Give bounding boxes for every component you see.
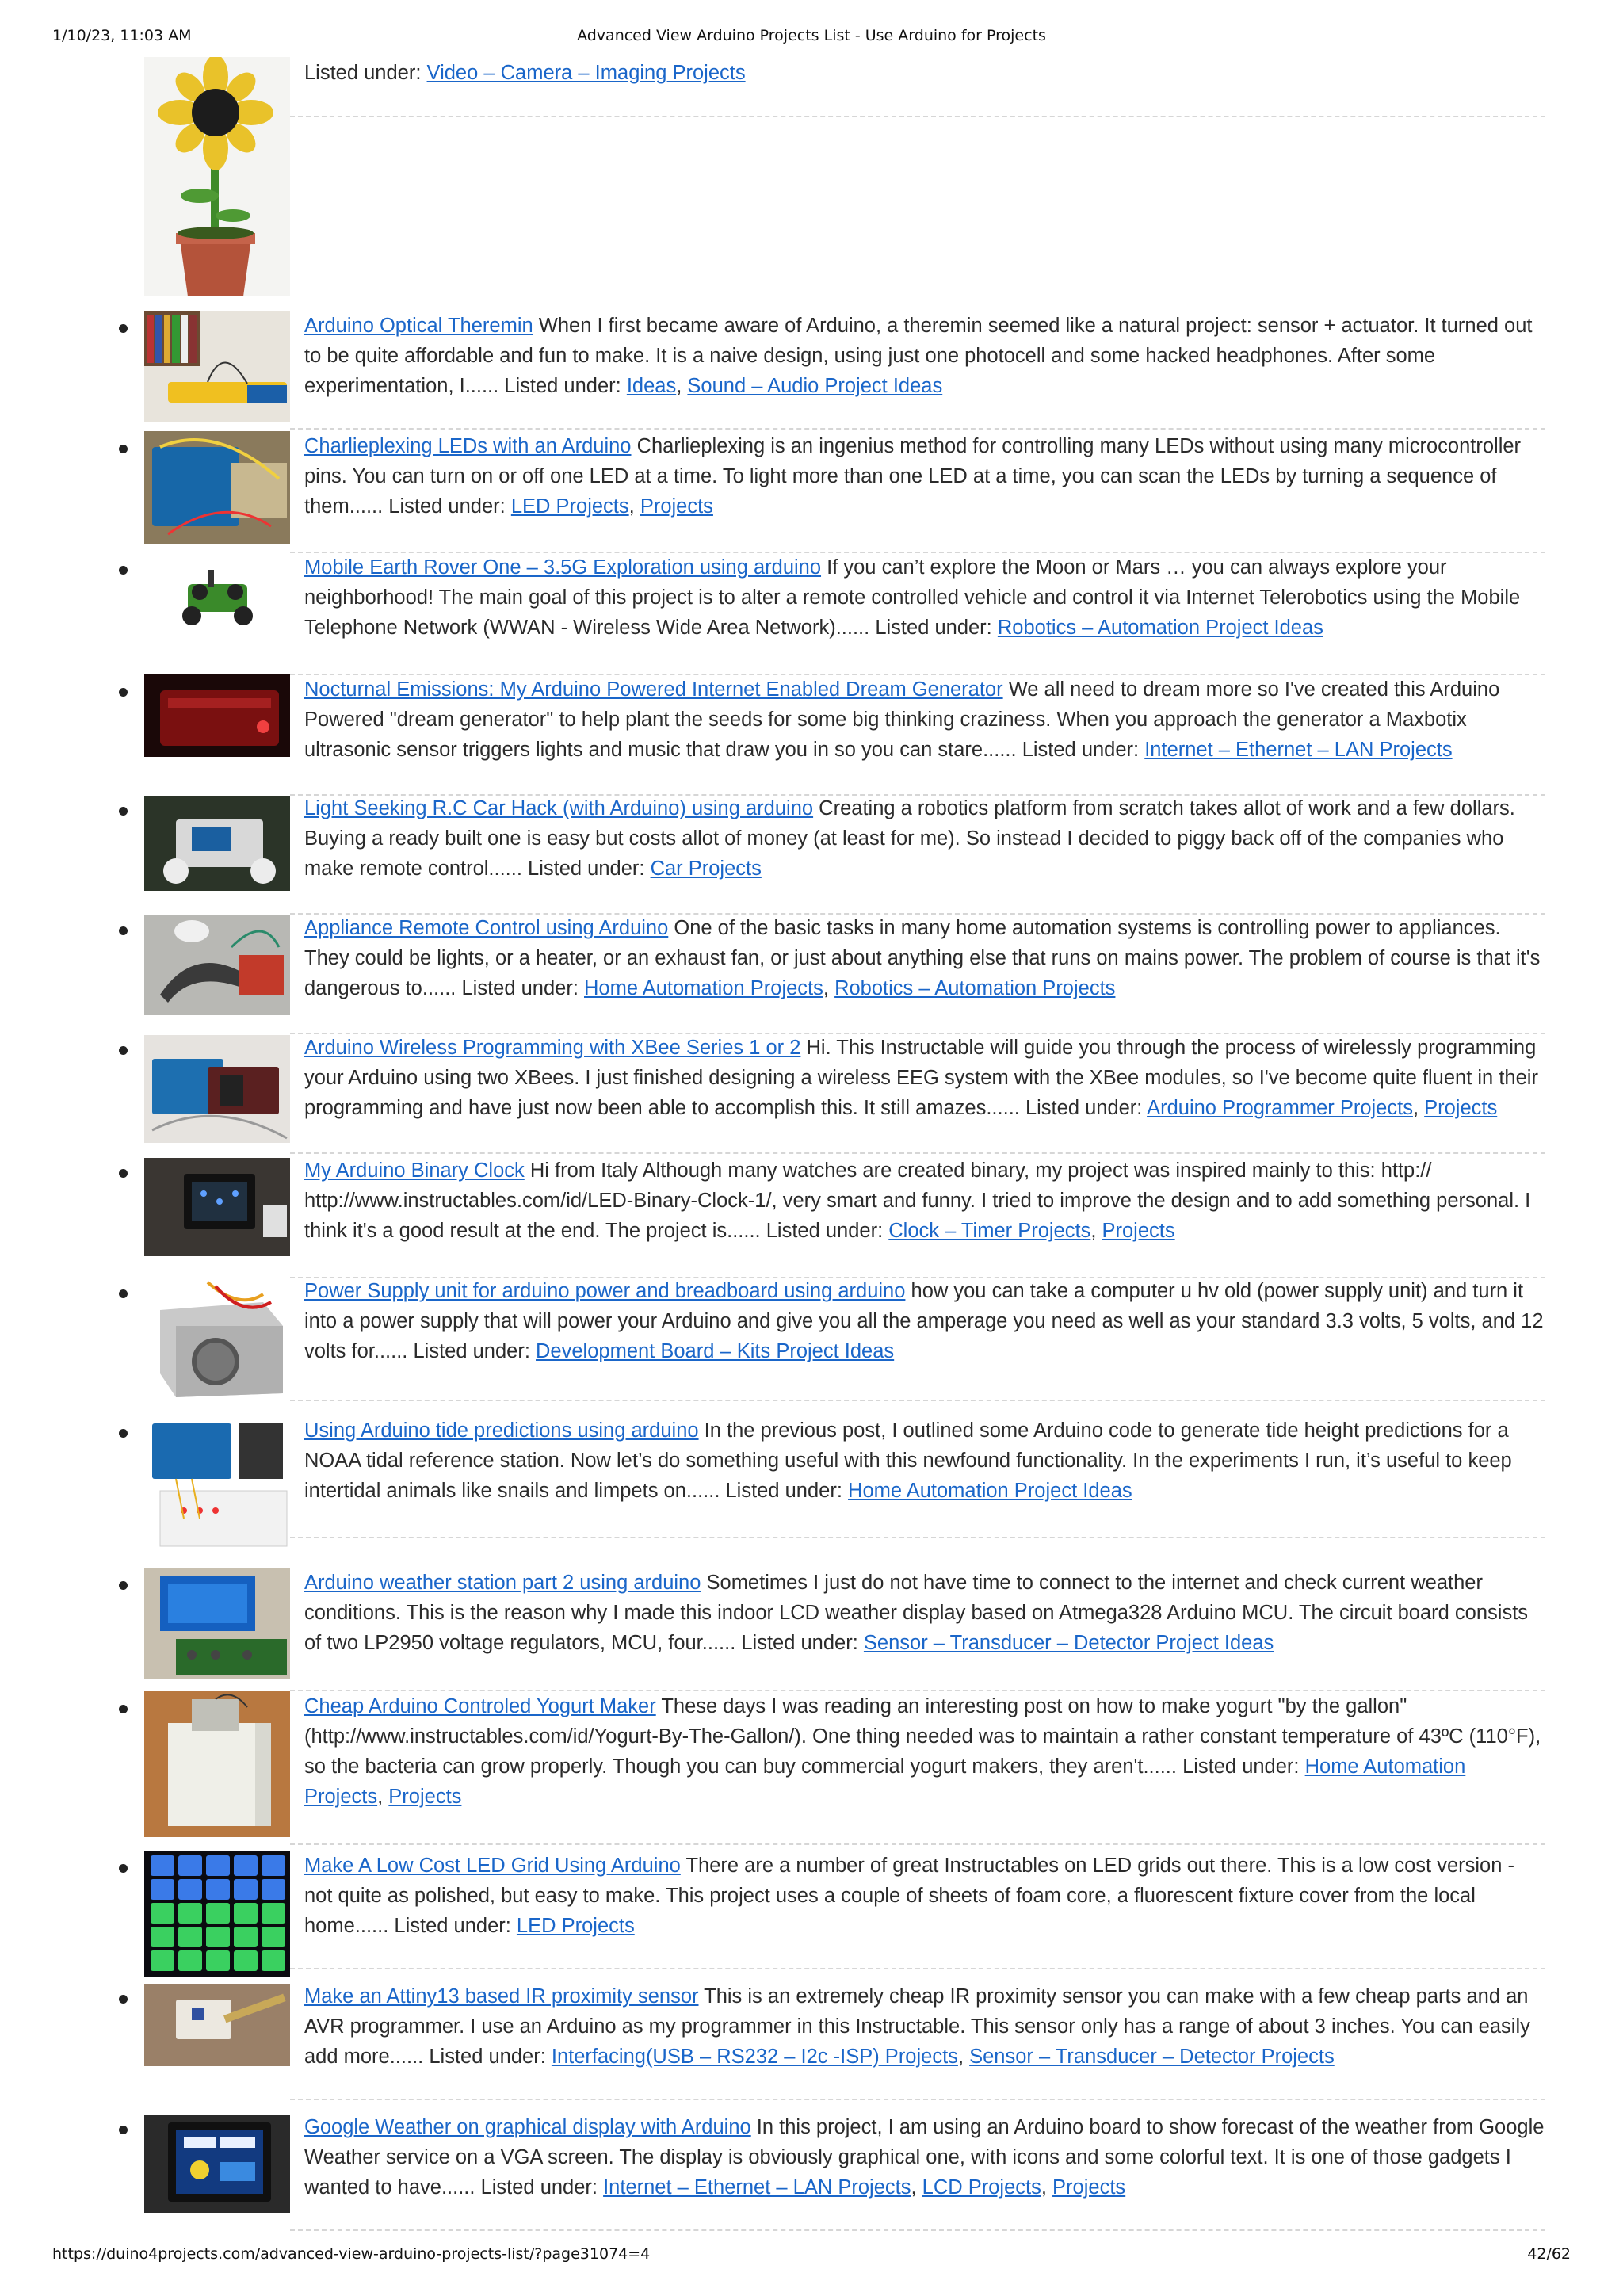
project-title-link[interactable]: Light Seeking R.C Car Hack (with Arduino) using arduino (304, 797, 814, 819)
item-text (304, 1276, 1545, 1366)
listed-under-label: Listed under: (528, 858, 645, 880)
list-bullet (119, 1429, 128, 1438)
project-thumbnail[interactable] (144, 1691, 290, 1837)
list-bullet (119, 1169, 128, 1178)
led-cell (151, 1855, 174, 1876)
project-thumbnail[interactable] (144, 2115, 290, 2213)
project-title-link[interactable]: Arduino Wireless Programming with XBee Series 1 or 2 (304, 1037, 801, 1059)
item-text (304, 793, 1545, 884)
project-thumbnail[interactable] (144, 1415, 290, 1550)
led-cell (206, 1927, 230, 1947)
listed-under-label: Listed under: (394, 1915, 511, 1937)
item-text: Cheap Arduino Controled Yogurt Maker These days I was reading an interesting post on how to make yogurt "by the gallon" (http://www.instructables.com/id/Yogurt-By-The-Gallon/). One thing needed was to maintain a rather constant temperature of 43ºC (110°F), so the bacteria can grow properly. Though you can buy commercial yogurt makers, they aren't...... Listed under: Home Automation Projects, Projects (304, 1695, 1541, 1808)
project-title-link[interactable]: My Arduino Binary Clock (304, 1159, 525, 1182)
led-cell (206, 1903, 230, 1924)
project-thumbnail[interactable] (144, 796, 290, 891)
list-bullet (119, 1046, 128, 1055)
led-cell (262, 1950, 285, 1971)
led-cell (206, 1950, 230, 1971)
tag-link[interactable]: Sound – Audio Project Ideas (687, 375, 943, 397)
list-bullet (119, 1289, 128, 1298)
tag-link[interactable]: Internet – Ethernet – LAN Projects (603, 2176, 911, 2199)
led-cell (178, 1879, 202, 1900)
led-cell (178, 1855, 202, 1876)
listed-under-label: Listed under: (1022, 739, 1140, 761)
led-cell (262, 1903, 285, 1924)
project-thumbnail[interactable] (144, 915, 290, 1015)
project-description: This is an extremely cheap IR proximity sensor you can make with a few cheap parts and an AVR programmer. I use an Arduino as my programmer in this Instructable. This sensor only has a range of about 3 inches. You can easily add more...... (304, 1985, 1530, 2068)
project-thumbnail[interactable] (144, 1851, 290, 1977)
list-item (0, 431, 1623, 552)
project-description: Sometimes I just do not have time to connect to the internet and check current weather conditions. This is the reason why I made this indoor LCD weather display based on Atmega328 Arduino MCU. The circuit board consists of two LP2950 voltage regulators, MCU, four...... (304, 1572, 1529, 1654)
item-separator (290, 1537, 1545, 1538)
project-description: In the previous post, I outlined some Arduino code to generate tide height predictions for a NOAA tidal reference station. Now let’s do something useful with this newfound functionality. In the experiments I run, it’s useful to keep intertidal animals like snails and limpets on...... (304, 1419, 1512, 1502)
led-cell (206, 1879, 230, 1900)
tag-link[interactable]: Clock – Timer Projects (888, 1220, 1091, 1242)
list-item (0, 1415, 1623, 1554)
led-cell (234, 1879, 258, 1900)
item-text: Google Weather on graphical display with Arduino In this project, I am using an Arduino board to show forecast of the weather from Google Weather service on a VGA screen. The display is obviously graphical one, with icons and some colorful text. It is one of those gadgets I wanted to have...... Listed under: Internet – Ethernet – LAN Projects, LCD Projects, Projects (304, 2116, 1545, 2199)
list-bullet (119, 1581, 128, 1590)
tag-link[interactable]: Development Board – Kits Project Ideas (536, 1340, 895, 1362)
item-text (304, 1415, 1545, 1506)
project-description: One of the basic tasks in many home automation systems is controlling power to appliances. They could be lights, or a heater, or an exhaust fan, or just about anything else that runs on mains power. The problem of course is that it's dangerous to...... (304, 917, 1541, 999)
project-thumbnail[interactable] (144, 311, 290, 422)
list-bullet (119, 2126, 128, 2134)
project-thumbnail-sunflower[interactable] (144, 57, 290, 296)
listed-under-label: Listed under: (304, 62, 422, 84)
project-title-link[interactable]: Power Supply unit for arduino power and breadboard using arduino (304, 1280, 906, 1302)
led-cell (206, 1855, 230, 1876)
listed-under-label: Listed under: (413, 1340, 530, 1362)
listed-under-label: Listed under: (1025, 1097, 1143, 1119)
project-description: In this project, I am using an Arduino board to show forecast of the weather from Google Weather service on a VGA screen. The display is obviously graphical one, with icons and some colorful text. It is one of those gadgets I wanted to have...... (304, 2116, 1545, 2199)
project-title-link[interactable]: Arduino weather station part 2 using arduino (304, 1572, 701, 1594)
item-text: Charlieplexing LEDs with an Arduino Charlieplexing is an ingenius method for controlling many LEDs without using many microcontroller pins. You can turn on or off one LED at a time. To light more than one LED at a time, you can scan the LEDs by turning a sequence of them...... Listed under: LED Projects, Projects (304, 435, 1522, 518)
item-separator (290, 2099, 1545, 2100)
project-description: If you can’t explore the Moon or Mars … you can always explore your neighborhood! The main goal of this project is to alter a remote controlled vehicle and control it via Internet Telerobotics using the Mobile Telephone Network (WWAN - Wireless Wide Area Network)...... (304, 556, 1521, 639)
tag-link[interactable]: LED Projects (510, 495, 629, 518)
list-item (0, 1033, 1623, 1156)
tag-link[interactable]: Sensor – Transducer – Detector Project Ideas (863, 1632, 1274, 1654)
tag-link[interactable]: Projects (1052, 2176, 1126, 2199)
list-item (0, 674, 1623, 793)
project-title-link[interactable]: Mobile Earth Rover One – 3.5G Exploration using arduino (304, 556, 822, 579)
tag-link[interactable]: Robotics – Automation Projects (834, 977, 1116, 999)
item-text: Arduino Optical Theremin When I first became aware of Arduino, a theremin seemed like a natural project: sensor + actuator. It turned out to be quite affordable and fun to make. It is a naive design, using just one photocell and some hacked headphones. After some experimentation, I...... Listed under: Ideas, Sound – Audio Project Ideas (304, 315, 1533, 397)
tag-link[interactable]: Arduino Programmer Projects (1147, 1097, 1413, 1119)
listed-under-label: Listed under: (504, 375, 621, 397)
led-cell (234, 1950, 258, 1971)
item-text: Make an Attiny13 based IR proximity sensor This is an extremely cheap IR proximity sensor you can make with a few cheap parts and an AVR programmer. I use an Arduino as my programmer in this Instructable. This sensor only has a range of about 3 inches. You can easily add more...... Listed under: Interfacing(USB – RS232 – I2c -ISP) Projects, Sensor – Transducer – Detector Projects (304, 1985, 1530, 2068)
list-item (0, 913, 1623, 1032)
project-description: We all need to dream more so I've created this Arduino Powered "dream generator" to help plant the seeds for some big thinking craziness. When you approach the generator a Maxbotix ultrasonic sensor triggers lights and music that draw you in so you can stare...... (304, 678, 1500, 761)
project-title-link[interactable]: Cheap Arduino Controled Yogurt Maker (304, 1695, 656, 1717)
item-separator (290, 428, 1545, 430)
list-item (0, 311, 1623, 430)
listed-under-label: Listed under: (766, 1220, 884, 1242)
list-bullet (119, 688, 128, 697)
listed-under-label: Listed under: (388, 495, 506, 518)
listed-under-label: Listed under: (1182, 1755, 1300, 1778)
led-cell (178, 1950, 202, 1971)
list-bullet (119, 324, 128, 333)
item-separator (290, 1152, 1545, 1154)
tag-link[interactable]: Projects (1102, 1220, 1175, 1242)
led-cell (151, 1903, 174, 1924)
project-description: Hi. This Instructable will guide you through the process of wirelessly programming your Arduino using two XBees. I just finished designing a wireless EEG system with the XBee modules, so I've become quite fluent in their programming and have just now been able to accomplish this. It still amazes...... (304, 1037, 1538, 1119)
tag-link[interactable]: Interfacing(USB – RS232 – I2c -ISP) Projects (551, 2046, 958, 2068)
led-grid-image (144, 1851, 290, 1977)
tag-link[interactable]: Projects (1424, 1097, 1498, 1119)
listed-under-label: Listed under: (741, 1632, 858, 1654)
tag-link[interactable]: Robotics – Automation Project Ideas (997, 617, 1323, 639)
project-description: Creating a robotics platform from scratch takes allot of work and a few dollars. Buying a ready built one is easy but costs allot of money (at least for me). So instead I decided to piggy back off of the companies who make remote control...... (304, 797, 1515, 880)
led-cell (234, 1927, 258, 1947)
item-text: Appliance Remote Control using Arduino One of the basic tasks in many home automation systems is controlling power to appliances. They could be lights, or a heater, or an exhaust fan, or just about anything else that runs on mains power. The problem of course is that it's dangerous to...... Listed under: Home Automation Projects, Robotics – Automation Projects (304, 917, 1541, 999)
list-item (0, 1276, 1623, 1399)
project-thumbnail[interactable] (144, 1278, 290, 1405)
list-bullet (119, 1705, 128, 1713)
led-cell (262, 1879, 285, 1900)
led-cell (151, 1927, 174, 1947)
project-description: Hi from Italy Although many watches are created binary, my project was inspired mainly to this: http:// http://www.instructables.com/id/LED-Binary-Clock-1/, very smart and funny. I tried to improve the design and to add something personal. I think it's a good result at the end. The project is...... (304, 1159, 1531, 1242)
listed-under-label: Listed under: (725, 1480, 842, 1502)
project-title-link[interactable]: Nocturnal Emissions: My Arduino Powered Internet Enabled Dream Generator (304, 678, 1003, 701)
project-title-link[interactable]: Appliance Remote Control using Arduino (304, 917, 669, 939)
led-cell (178, 1903, 202, 1924)
led-cell (262, 1927, 285, 1947)
item-separator (290, 1400, 1545, 1401)
list-bullet (119, 1995, 128, 2004)
tag-link[interactable]: Home Automation Projects (584, 977, 823, 999)
project-title-link[interactable]: Arduino Optical Theremin (304, 315, 533, 337)
list-bullet (119, 807, 128, 816)
tag-link[interactable]: Sensor – Transducer – Detector Projects (969, 2046, 1335, 2068)
list-bullet (119, 566, 128, 575)
item-text: My Arduino Binary Clock Hi from Italy Although many watches are created binary, my project was inspired mainly to this: http:// http://www.instructables.com/id/LED-Binary-Clock-1/, very smart and funny. I tried to improve the design and to add something personal. I think it's a good result at the end. The project is...... Listed under: Clock – Timer Projects, Projects (304, 1159, 1531, 1242)
led-cell (151, 1879, 174, 1900)
listed-under-label: Listed under: (429, 2046, 546, 2068)
project-title-link[interactable]: Using Arduino tide predictions using arduino (304, 1419, 699, 1442)
item-separator (290, 1968, 1545, 1969)
led-cell (234, 1855, 258, 1876)
listed-under-label: Listed under: (480, 2176, 598, 2199)
project-thumbnail[interactable] (144, 1568, 290, 1679)
tag-link[interactable]: LED Projects (516, 1915, 635, 1937)
project-thumbnail[interactable] (144, 1984, 290, 2066)
tag-link[interactable]: Car Projects (650, 858, 762, 880)
led-cell (151, 1950, 174, 1971)
list-item (0, 1568, 1623, 1687)
print-datetime: 1/10/23, 11:03 AM (52, 27, 192, 44)
item-text (304, 1851, 1545, 1941)
list-item (0, 1156, 1623, 1274)
print-page-title: Advanced View Arduino Projects List - Use Arduino for Projects (577, 27, 1046, 44)
project-description: There are a number of great Instructables on LED grids out there. This is a low cost version - not quite as polished, but easy to make. This project uses a couple of sheets of foam core, a fluorescent fixture cover from the local home...... (304, 1855, 1514, 1937)
project-thumbnail[interactable] (144, 431, 290, 544)
tag-link[interactable]: Projects (640, 495, 713, 518)
project-thumbnail[interactable] (144, 1035, 290, 1143)
project-thumbnail[interactable] (144, 552, 290, 667)
item-separator (290, 2229, 1545, 2231)
project-title-link[interactable]: Make an Attiny13 based IR proximity sensor (304, 1985, 699, 2008)
project-thumbnail[interactable] (144, 1158, 290, 1256)
led-cell (234, 1903, 258, 1924)
list-item (0, 2112, 1623, 2231)
project-description: Charlieplexing is an ingenius method for controlling many LEDs without using many microcontroller pins. You can turn on or off one LED at a time. To light more than one LED at a time, you can scan the LEDs by turning a sequence of them...... (304, 435, 1522, 518)
list-item (0, 1691, 1623, 1842)
print-url: https://duino4projects.com/advanced-view-arduino-projects-list/?page31074=4 (52, 2245, 651, 2263)
tag-link[interactable]: Video – Camera – Imaging Projects (426, 62, 746, 84)
item-text (304, 1568, 1545, 1658)
list-bullet (119, 926, 128, 935)
led-cell (262, 1855, 285, 1876)
project-description: When I first became aware of Arduino, a theremin seemed like a natural project: sensor + actuator. It turned out to be quite affordable and fun to make. It is a naive design, using just one photocell and some hacked headphones. After some experimentation, I...... (304, 315, 1533, 397)
tag-link[interactable]: Internet – Ethernet – LAN Projects (1144, 739, 1453, 761)
project-title-link[interactable]: Charlieplexing LEDs with an Arduino (304, 435, 632, 457)
item-text (304, 674, 1545, 765)
item-separator (290, 116, 1545, 117)
tag-link[interactable]: Home Automation Projects (304, 1755, 1466, 1808)
list-item (0, 793, 1623, 912)
first-item-tags (304, 58, 1545, 88)
project-description: These days I was reading an interesting post on how to make yogurt "by the gallon" (http://www.instructables.com/id/Yogurt-By-The-Gallon/). One thing needed was to maintain a rather constant temperature of 43ºC (110°F), so the bacteria can grow properly. Though you can buy commercial yogurt makers, they aren't...... (304, 1695, 1541, 1778)
tag-link[interactable]: Ideas (626, 375, 677, 397)
item-separator (290, 1843, 1545, 1845)
project-title-link[interactable]: Make A Low Cost LED Grid Using Arduino (304, 1855, 681, 1877)
print-footer (52, 2245, 1571, 2264)
tag-link[interactable]: Home Automation Project Ideas (848, 1480, 1132, 1502)
list-item (0, 1981, 1623, 2104)
project-description: how you can take a computer u hv old (power supply unit) and turn it into a power supply that will power your Arduino and give you all the amperage you need as well as your standard 3.3 volts, 5 volts, and 12 volts for...... (304, 1280, 1544, 1362)
tag-link[interactable]: Projects (388, 1786, 462, 1808)
tag-link[interactable]: LCD Projects (922, 2176, 1041, 2199)
listed-under-label: Listed under: (875, 617, 992, 639)
list-bullet (119, 1864, 128, 1873)
led-cell (178, 1927, 202, 1947)
print-page-number: 42/62 (1527, 2245, 1571, 2263)
item-text (304, 552, 1545, 643)
item-text: Arduino Wireless Programming with XBee Series 1 or 2 Hi. This Instructable will guide you through the process of wirelessly programming your Arduino using two XBees. I just finished designing a wireless EEG system with the XBee modules, so I've become quite fluent in their programming and have just now been able to accomplish this. It still amazes...... Listed under: Arduino Programmer Projects, Projects (304, 1037, 1538, 1119)
list-item (0, 552, 1623, 675)
project-title-link[interactable]: Google Weather on graphical display with Arduino (304, 2116, 751, 2138)
print-header (52, 27, 1571, 46)
list-bullet (119, 445, 128, 453)
list-item (0, 1851, 1623, 1981)
project-thumbnail[interactable] (144, 674, 290, 757)
listed-under-label: Listed under: (461, 977, 579, 999)
